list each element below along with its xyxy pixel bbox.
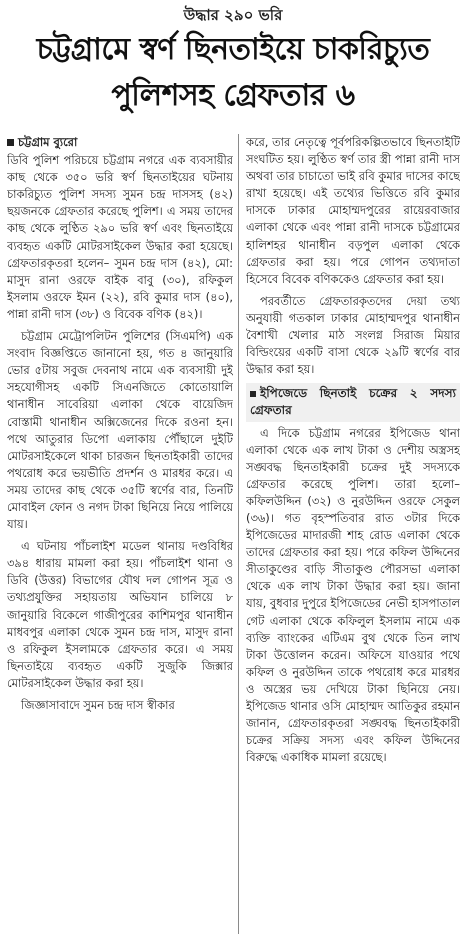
byline bbox=[7, 134, 233, 151]
headline-line-2: পুলিশসহ গ্রেফতার ৬ bbox=[111, 78, 355, 113]
byline-text: চট্টগ্রাম ব্যুরো bbox=[18, 135, 78, 149]
paragraph: এ দিকে চট্টগ্রাম নগরের ইপিজেড থানা এলাকা থেকে এক লাখ টাকা ও দেশীয় অস্ত্রসহ সঙ্ঘবদ্ধ ছিনতাইকারী চক্রের দুই সদস্যকে গ্রেফতার করেছে পুলিশ। তারা হলো– কফিলউদ্দিন (৩২) ও নুরউদ্দিন ওরফে সেকুল (৩৬)। গত বৃহস্পতিবার রাত ৩টার দিকে ইপিজেডের মাদারজী শাহ রোড এলাকা থেকে তাদের গ্রেফতার করা হয়। পরে কফিল উদ্দিনের সীতাকুণ্ডের বাড়ি সীতাকুণ্ড পৌরসভা এলাকা থেকে এক লাখ টাকা উদ্ধার করা হয়। জানা যায়, বুধবার দুপুরে ইপিজেডের নেভী হাসপাতাল গেট এলাকা থেকে কফিলুল ইসলাম নামে এক ব্যক্তি ব্যাংকের এটিএম বুথ থেকে তিন লাখ টাকা উত্তোলন করেন। অফিসে যাওয়ার পথে কফিল ও নুরউদ্দিন তাকে পথরোধ করে মারধর ও অস্ত্রের ভয় দেখিয়ে টাকা ছিনিয়ে নেয়। ইপিজেড থানার ওসি মোহাম্মদ আতিকুর রহমান জানান, গ্রেফতারকৃতরা সঙ্ঘবদ্ধ ছিনতাইকারী চক্রের সক্রিয় সদস্য এবং কফিল উদ্দিনের বিরুদ্ধে একাধিক মামলা রয়েছে। bbox=[246, 425, 460, 765]
left-column bbox=[7, 134, 233, 934]
paragraph: পরবর্তীতে গ্রেফতারকৃতদের দেয়া তথ্য অনুযায়ী গতকাল ঢাকার মোহাম্মদপুর থানাধীন বৈশাখী খেলার মাঠ সংলগ্ন সিরাজ মিয়ার বিল্ডিংয়ের একটি বাসা থেকে ২৯টি স্বর্ণের বার উদ্ধার করা হয়। bbox=[246, 293, 460, 377]
square-bullet-icon bbox=[7, 139, 14, 146]
paragraph: করে, তার নেতৃত্বে পূর্বপরিকল্পিতভাবে ছিনতাইটি সংঘটিত হয়। লুণ্ঠিত স্বর্ণ তার স্ত্রী পান্না রানী দাস অথবা তার চাচাতো ভাই রবি কুমার দাসের কাছে রাখা হয়েছে। এই তথ্যের ভিত্তিতে রবি কুমার দাসকে ঢাকার মোহাম্মদপুরের রায়েরবাজার এলাকা থেকে এবং পান্না রানী দাসকে চট্টগ্রামের হালিশহর থানাধীন বড়পুল এলাকা থেকে গ্রেফতার করা হয়। পরে গোপন তথ্যদাতা হিসেবে বিবেক বণিককেও গ্রেফতার করা হয়। bbox=[246, 135, 460, 286]
paragraph: ডিবি পুলিশ পরিচয়ে চট্টগ্রাম নগরে এক ব্যবসায়ীর কাছ থেকে ৩৫০ ভরি স্বর্ণ ছিনতাইয়ের ঘটনায় চাকরিচ্যুত পুলিশ সদস্য সুমন চন্দ্র দাসসহ (৪২) ছয়জনকে গ্রেফতার করেছে পুলিশ। এ সময় তাদের কাছ থেকে লুণ্ঠিত ২৯০ ভরি স্বর্ণ এবং ছিনতাইয়ে ব্যবহৃত একটি মোটরসাইকেল উদ্ধার করা হয়েছে। গ্রেফতারকৃতরা হলেন– সুমন চন্দ্র দাস (৪২), মো: মাসুদ রানা ওরফে বাইক বাবু (৩০), রফিকুল ইসলাম ওরফে ইমন (২২), রবি কুমার দাস (৪০), পান্না রানী দাস (৩৮) ও বিবেক বণিক (৪২)। bbox=[7, 153, 233, 321]
kicker: উদ্ধার ২৯০ ভরি bbox=[183, 6, 283, 24]
subheading bbox=[246, 383, 460, 421]
square-bullet-icon bbox=[250, 391, 256, 397]
paragraph: চট্টগ্রাম মেট্রোপলিটন পুলিশের (সিএমপি) এক সংবাদ বিজ্ঞপ্তিতে জানানো হয়, গত ৪ জানুয়ারি ভোর ৫টায় সবুজ দেবনাথ নামে এক ব্যবসায়ী দুই সহযোগীসহ একটি সিএনজিতে কোতোয়ালি থানাধীন সাবেরিয়া এলাকা থেকে বায়েজিদ বোস্তামী থানাধীন অক্সিজেনের দিকে রওনা হন। পথে আতুরার ডিপো এলাকায় পৌঁছালে দুইটি মোটরসাইকেলে থাকা চারজন ছিনতাইকারী তাদের পথরোধ করে ভয়ভীতি প্রদর্শন ও মারধর করে। এ সময় তাদের কাছ থেকে ৩৫টি স্বর্ণের বার, তিনটি মোবাইল ফোন ও নগদ টাকা ছিনিয়ে নিয়ে পালিয়ে যায়। bbox=[7, 329, 233, 532]
column-divider bbox=[238, 134, 239, 934]
subheading-text: ইপিজেডে ছিনতাই চক্রের ২ সদস্য গ্রেফতার bbox=[250, 386, 456, 418]
headline-line-1: চট্টগ্রামে স্বর্ণ ছিনতাইয়ে চাকরিচ্যুত bbox=[36, 32, 430, 67]
right-column bbox=[246, 134, 460, 934]
paragraph: এ ঘটনায় পাঁচলাইশ মডেল থানায় দণ্ডবিধির ৩৯৪ ধারায় মামলা করা হয়। পাঁচলাইশ থানা ও ডিবি (উত্তর) বিভাগের যৌথ দল গোপন সূত্র ও তথ্যপ্রযুক্তির সহায়তায় অভিযান চালিয়ে ৮ জানুয়ারি বিকেলে গাজীপুরের কাশিমপুর থানাধীন মাধবপুর এলাকা থেকে সুমন চন্দ্র দাস, মাসুদ রানা ও রফিকুল ইসলামকে গ্রেফতার করে। এ সময় ছিনতাইয়ে ব্যবহৃত একটি সুজুকি জিক্সার মোটরসাইকেল উদ্ধার করা হয়। bbox=[7, 539, 233, 690]
paragraph: জিজ্ঞাসাবাদে সুমন চন্দ্র দাস স্বীকার bbox=[21, 698, 175, 712]
